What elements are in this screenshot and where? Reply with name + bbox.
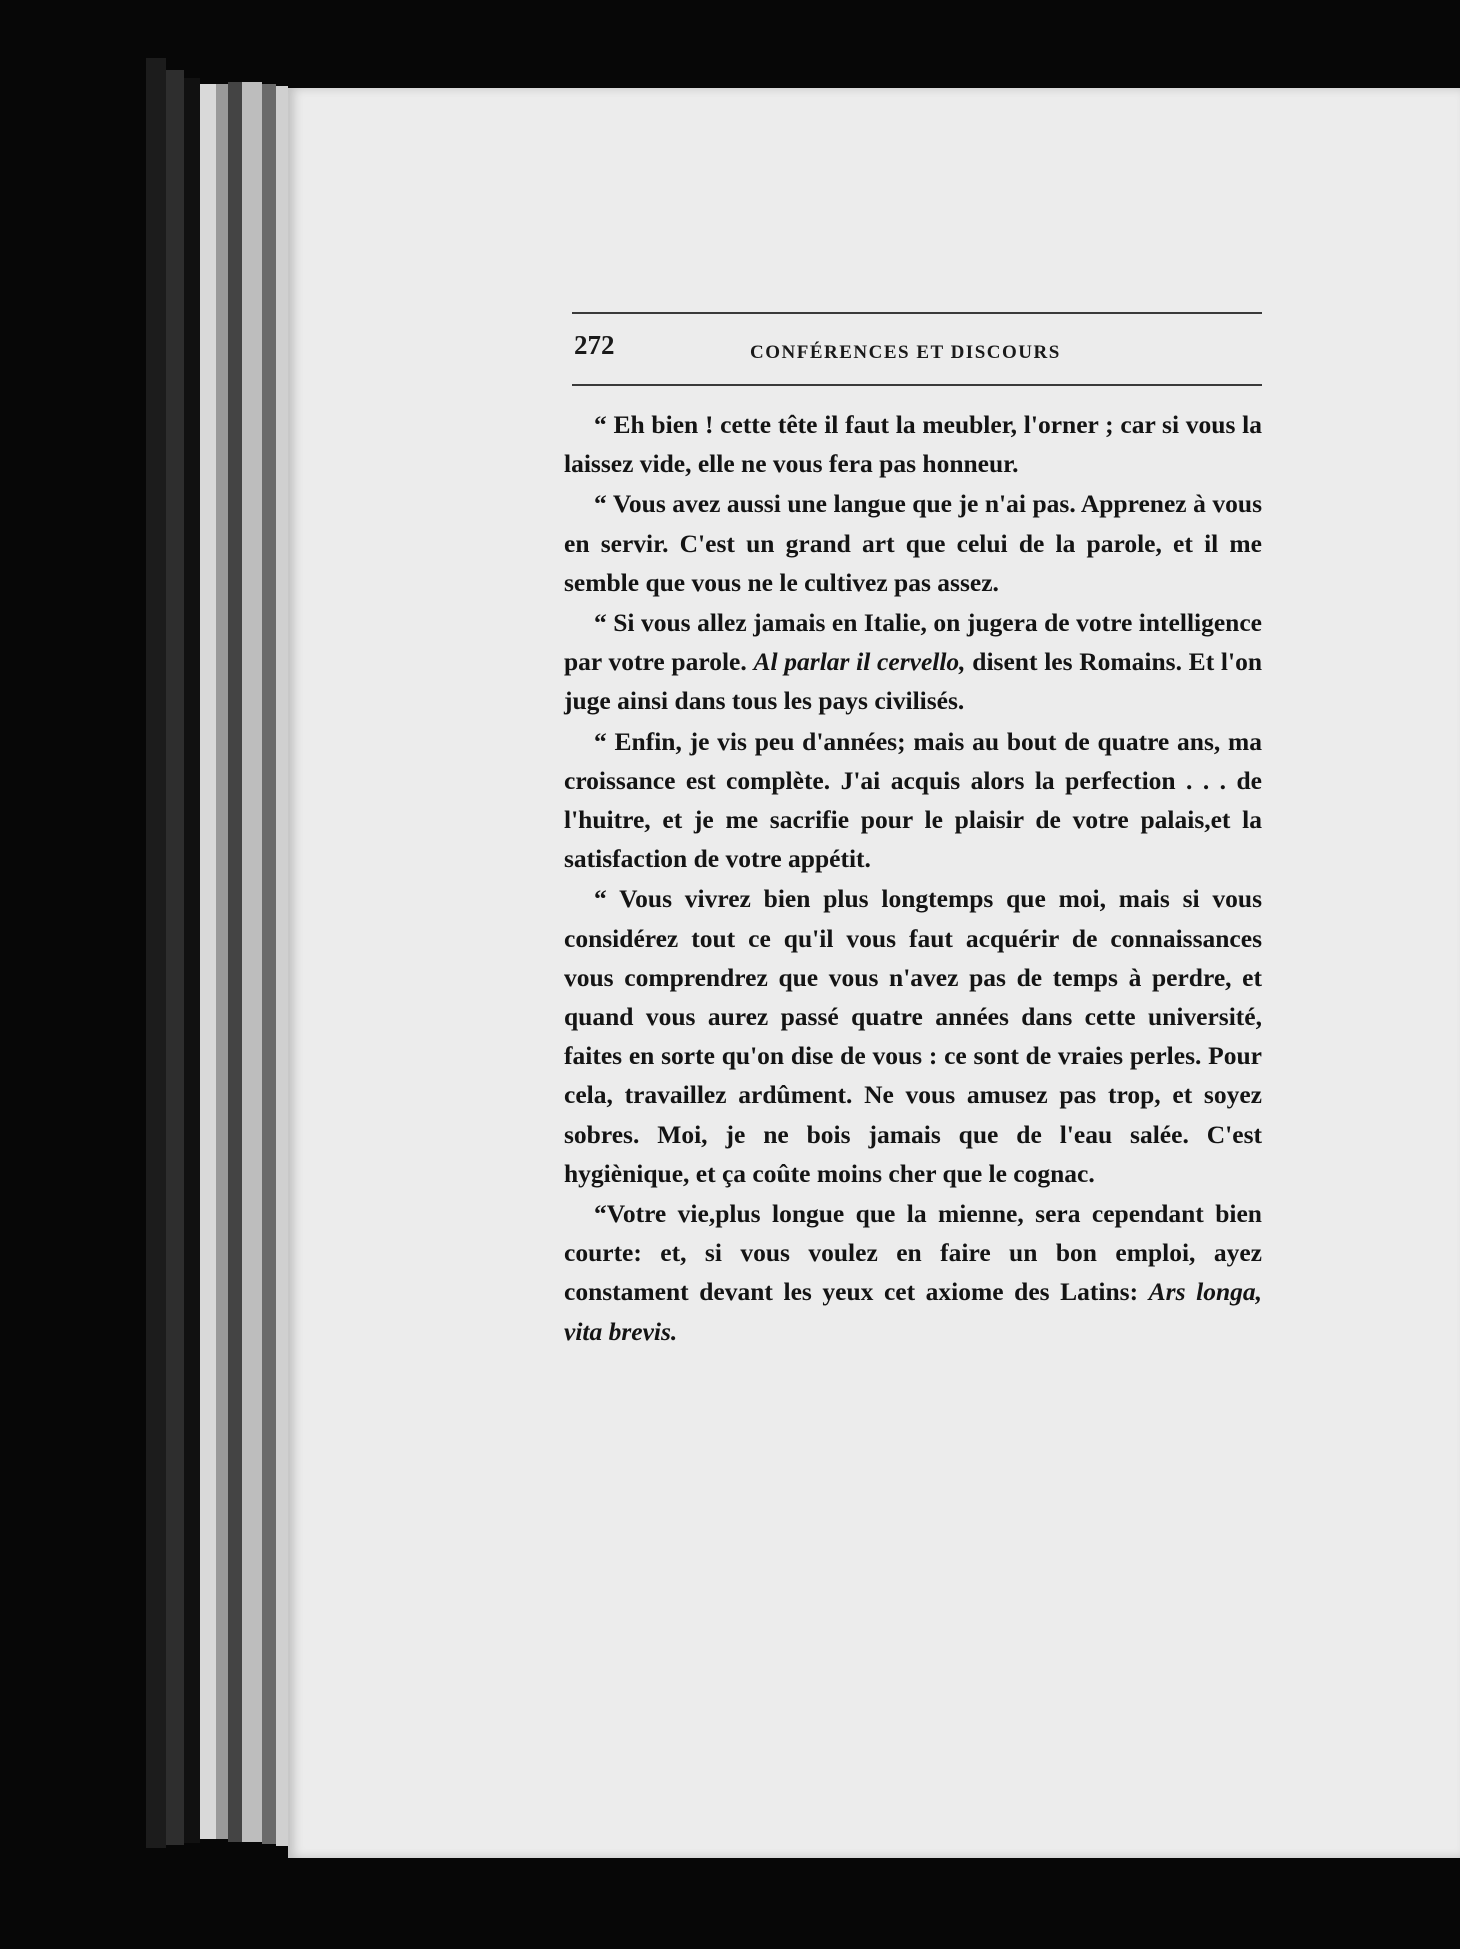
- page-stack-edge: [242, 82, 262, 1842]
- paragraph-text: “ Vous vivrez bien plus longtemps que moi, mais si vous considérez tout ce qu'il vous faut acquérir de connaissances vous comprendrez que vous n'avez pas de temps à perdre, et quand vous aurez passé quatre années dans cette université, faites en sorte qu'on dise de vous : ce sont de vraies perles. Pour cela, travaillez ardûment. Ne vous amusez pas trop, et soyez sobres. Moi, je ne bois jamais que de l'eau salée. C'est hygiènique, et ça coûte moins cher que le cognac.: [564, 884, 1262, 1188]
- paragraph-6: [564, 1194, 1262, 1351]
- page-stack-edge: [262, 84, 276, 1844]
- paragraph-text: disent les Romains. Et l'on juge ainsi dans tous les pays civilisés.: [564, 647, 1263, 716]
- page-number: 272: [574, 330, 615, 360]
- paragraph-1: [564, 405, 1262, 483]
- page-stack-edge: [200, 84, 216, 1839]
- paragraph-text: “ Enfin, je vis peu d'années; mais au bout de quatre ans, ma croissance est complète. J'ai acquis alors la perfection . . . de l'huitre, et je me sacrifie pour le plaisir de votre palais,et la satisfaction de votre appétit.: [564, 726, 1262, 874]
- page-stack-edge: [228, 82, 242, 1842]
- paragraph-text: “ Eh bien ! cette tête il faut la meubler, l'orner ; car si vous la laissez vide, elle ne vous fera pas honneur.: [564, 410, 1262, 479]
- paragraph-4: [564, 722, 1262, 879]
- paragraph-text: “ Vous avez aussi une langue que je n'ai pas. Apprenez à vous en servir. C'est un grand art que celui de la parole, et il me semble que vous ne le cultivez pas assez.: [564, 489, 1262, 597]
- running-head: CONFÉRENCES ET DISCOURS: [750, 342, 1061, 363]
- paragraph-3: [564, 603, 1262, 721]
- body-text: [564, 405, 1262, 1352]
- italic-quote: Al parlar il cervello,: [753, 647, 966, 677]
- book-edge: [184, 78, 200, 1843]
- header-rule-top: [572, 312, 1262, 314]
- paragraph-5: [564, 879, 1262, 1193]
- paragraph-text: “ Si vous allez jamais en Italie, on jugera de votre intelligence par votre parole.: [564, 608, 1262, 677]
- header-rule-bottom: [572, 384, 1262, 386]
- italic-axiom: Ars longa, vita brevis.: [564, 1277, 1262, 1346]
- page-stack-edge: [276, 86, 288, 1846]
- paragraph-2: [564, 484, 1262, 602]
- book-edge: [166, 70, 184, 1845]
- book-edge: [146, 58, 166, 1848]
- page-stack-edge: [216, 84, 228, 1839]
- paragraph-text: “Votre vie,plus longue que la mienne, sera cependant bien courte: et, si vous voulez en faire un bon emploi, ayez constament devant les yeux cet axiome des Latins:: [564, 1199, 1262, 1307]
